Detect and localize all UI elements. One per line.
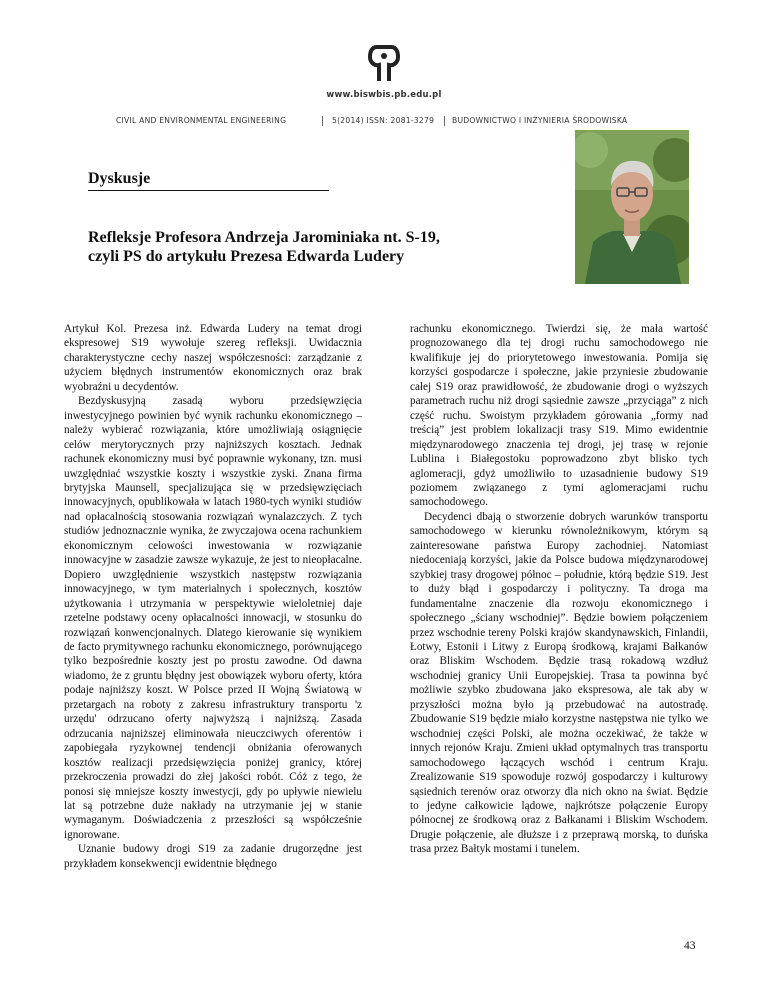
journal-issue: 5(2014) ISSN: 2081-3279 [332, 116, 435, 125]
section-title: Dyskusje [88, 170, 151, 187]
site-url: www.biswbis.pb.edu.pl [326, 90, 442, 100]
university-logo-icon [368, 43, 400, 85]
text-column-right [410, 322, 708, 857]
header-divider [322, 116, 323, 126]
paragraph: Decydenci dbają o stworzenie dobrych warunków transportu samochodowego w kierunku równoleżnikowym, którym są zainteresowane państwa Europy zachodniej. Natomiast niedoceniają korzyści, jakie da Polsce budowa międzynarodowej szybkiej trasy drogowej północ – południe, którą będzie S19. Jest to duży błąd i gospodarczy i polityczny. Ta droga ma fundamentalne znaczenie dla rozwoju ekonomicznego i społecznego „ściany wschodniej”. Będzie bowiem połączeniem przez wschodnie tereny Polski krajów skandynawskich, Finlandii, Łotwy, Estonii i Litwy z Europą środkową, krajami Bałkanów oraz Bliskim Wschodem. Będzie trasą rokadową wzdłuż wschodniej granicy Unii Europejskiej. Trasa ta powinna być możliwie szybko zbudowana jako ekspresowa, ale tak aby w przyszłości można było ją przebudować na autostradę. Zbudowanie S19 będzie miało korzystne następstwa nie tylko we wschodniej części Polski, ale można oczekiwać, że także w innych rejonów Kraju. Zmieni układ optymalnych tras transportu samochodowego łączących wschód i centrum Kraju. Zrealizowanie S19 spowoduje rozwój gospodarczy i kulturowy sąsiednich terenów oraz otworzy dla nich okno na świat. Będzie to jedyne całkowicie lądowe, najkrótsze połączenie Europy północnej ze środkową oraz z Bałkanami i Bliskim Wschodem. Drugie połączenie, ale dłuższe i z przeprawą morską, to duńska trasa przez Bałtyk mostami i tunelem. [410, 510, 708, 856]
page-number: 43 [684, 940, 696, 952]
article-title-line: Refleksje Profesora Andrzeja Jarominiaka nt. S-19, [88, 229, 440, 246]
article-title-line: czyli PS do artykułu Prezesa Edwarda Ludery [88, 248, 405, 265]
text-column-left [64, 322, 362, 871]
section-rule [88, 190, 329, 191]
paragraph: Bezdyskusyjną zasadą wyboru przedsięwzięcia inwestycyjnego powinien być wynik rachunku ekonomicznego – należy wybierać rozwiązania, które umożliwiają osiągnięcie celów merytorycznych przy najniższych kosztach. Jednak rachunek ekonomiczny musi być poprawnie wykonany, tzn. musi uwzględniać wszystkie koszty i wszystkie zyski. Znana firma brytyjska Maunsell, specjalizująca się w przedsięwzięciach innowacyjnych, opublikowała w latach 1980-tych wyniki studiów nad opłacalnością stosowania rozwiązań wynalazczych. Z tych studiów jednoznacznie wynika, że zwyczajowa ocena rachunkiem ekonomicznym celowości inwestowania w rozwiązanie innowacyjne w zasadzie zawsze wykazuje, że jest to nieopłacalne. Dopiero uwzględnienie wszystkich następstw rozwiązania innowacyjnego, w tym materialnych i społecznych, kosztów użytkowania i utrzymania w perspektywie wieloletniej daje rzetelne podstawy oceny opłacalności innowacji, w stosunku do rozwiązań konwencjonalnych. Dlatego kierowanie się wynikiem de facto prymitywnego rachunku ekonomicznego, porównującego tylko bezpośrednie koszty jest po prostu zawodne. Od dawna wiadomo, że z gruntu błędny jest obowiązek wyboru oferty, która podaje najniższy koszt. W Polsce przed II Wojną Światową w przetargach na roboty z zakresu infrastruktury transportu 'z urzędu' odrzucano oferty najwyższą i najniższą. Zasada odrzucania najniższej eliminowała nieuczciwych oferentów i zapobiegała ryzykownej tendencji obniżania oferowanych kosztów realizacji przedsięwzięcia poniżej granicy, której przekroczenia prowadzi do złej jakości robót. Cóż z tego, że ponosi się mniejsze koszty inwestycji, gdy po upływie niewielu lat są potrzebne duże nakłady na utrzymanie jej w stanie wymaganym. Doświadczenia z przeszłości są współcześnie ignorowane. [64, 395, 362, 841]
paragraph: Uznanie budowy drogi S19 za zadanie drugorzędne jest przykładem konsekwencji ewidentnie błędnego [64, 843, 362, 870]
author-portrait-photo [575, 130, 689, 284]
journal-name-pl: BUDOWNICTWO I INŻYNIERIA ŚRODOWISKA [452, 116, 628, 125]
header-divider [444, 116, 445, 126]
paragraph: Artykuł Kol. Prezesa inż. Edwarda Ludery na temat drogi ekspresowej S19 wywołuje szereg refleksji. Uwidacznia charakterystyczne cechy naszej współczesności: zarządzanie z użyciem błędnych instrumentów ekonomicznych oraz brak wyobraźni u decydentów. [64, 323, 362, 393]
article-title [88, 228, 498, 266]
journal-name-en: CIVIL AND ENVIRONMENTAL ENGINEERING [116, 116, 287, 125]
paragraph: rachunku ekonomicznego. Twierdzi się, że mała wartość prognozowanego dla tej drogi ruchu samochodowego nie kwalifikuje jej do priorytetowego inwestowania. Pomija się korzyści gospodarcze i społeczne, jakie przyniesie zbudowanie całej S19 oraz prawidłowość, że zbudowanie drogi o wyższych parametrach ruchu niż drogi sąsiednie zawsze „przyciąga” z nich część ruchu. Swoistym przykładem górowania „formy nad treścią” jest problem lokalizacji trasy S19. Mimo ewidentnie międzynarodowego znaczenia tej drogi, jej trasę w rejonie Lublina i Białegostoku poprowadzono zbyt blisko tych aglomeracji, gdyż umożliwiło to uzasadnienie budowy S19 poziomem związanego z tymi aglomeracjami ruchu samochodowego. [410, 323, 708, 509]
